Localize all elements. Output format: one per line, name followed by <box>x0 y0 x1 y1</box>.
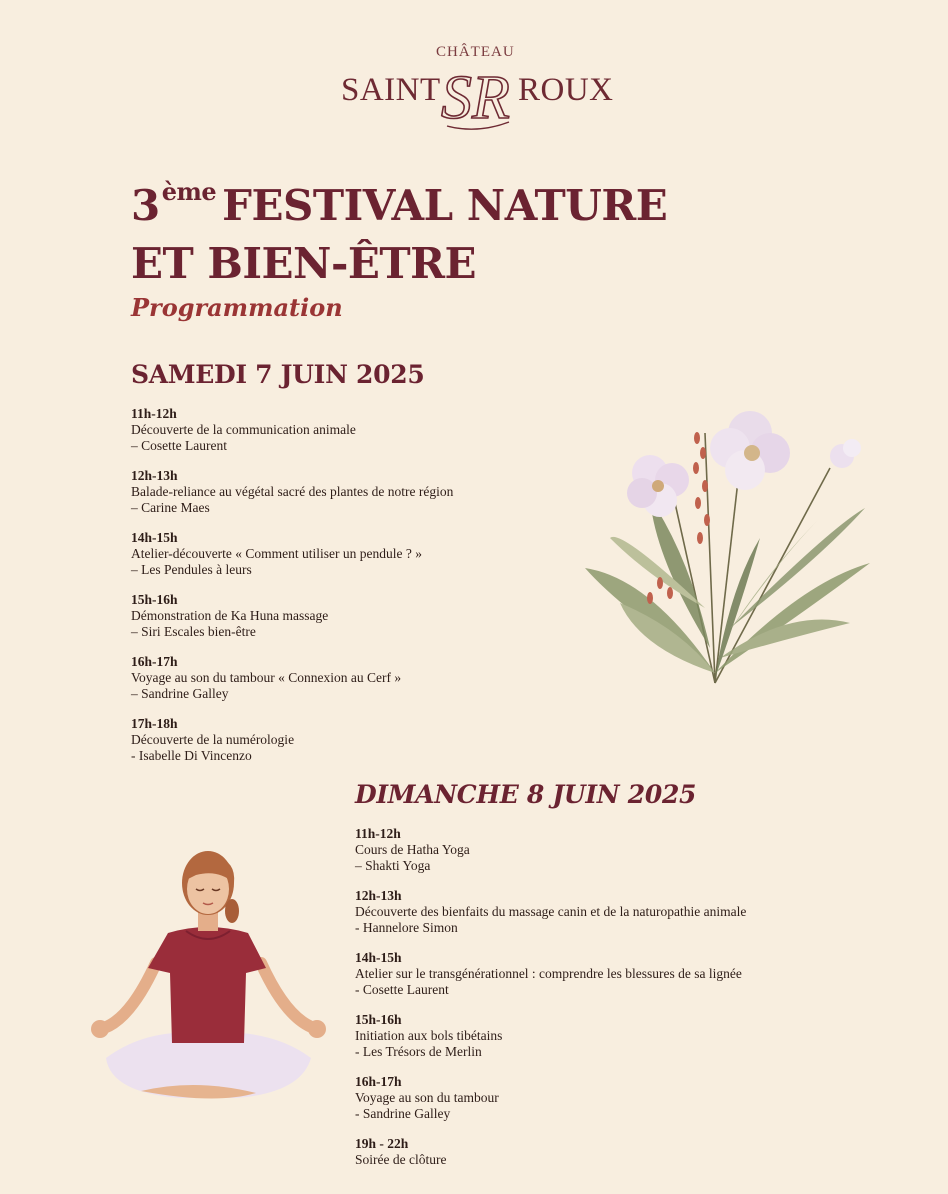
schedule-item <box>355 1136 746 1194</box>
event-time: 17h-18h <box>131 716 178 731</box>
schedule-item <box>131 530 453 592</box>
title-ordinal: ème <box>161 177 217 206</box>
schedule-item <box>131 468 453 530</box>
event-description: Initiation aux bols tibétains <box>355 1028 503 1043</box>
page-title <box>131 163 771 293</box>
schedule-item <box>355 888 746 950</box>
event-description: Balade-reliance au végétal sacré des plantes de notre région <box>131 484 454 499</box>
event-host: – Les Pendules à leurs <box>131 562 252 577</box>
event-host: – Cosette Laurent <box>131 438 227 453</box>
event-time: 14h-15h <box>355 950 402 965</box>
event-description: Découverte des bienfaits du massage canin et de la naturopathie animale <box>355 904 747 919</box>
event-time: 15h-16h <box>131 592 178 607</box>
logo-chateau: CHÂTEAU <box>436 44 515 60</box>
event-description: Découverte de la numérologie <box>131 732 295 747</box>
event-host: – Carine Maes <box>131 500 210 515</box>
day1-schedule <box>131 406 453 778</box>
meditating-woman-icon <box>86 843 331 1108</box>
day2-schedule <box>355 826 746 1194</box>
event-description: Cours de Hatha Yoga <box>355 842 470 857</box>
event-description: Atelier sur le transgénérationnel : comprendre les blessures de sa lignée <box>355 966 742 981</box>
event-description: Soirée de clôture <box>355 1152 447 1167</box>
event-host: – Siri Escales bien-être <box>131 624 256 639</box>
monogram-text: SR <box>441 64 510 132</box>
title-number: 3 <box>131 181 160 230</box>
title-line1-text: FESTIVAL NATURE <box>222 181 668 230</box>
schedule-item <box>131 592 453 654</box>
event-host: - Hannelore Simon <box>355 920 458 935</box>
flower-bouquet-icon <box>580 408 880 688</box>
event-description: Voyage au son du tambour <box>355 1090 499 1105</box>
schedule-item <box>131 654 453 716</box>
schedule-item <box>131 406 453 468</box>
schedule-item <box>355 1012 746 1074</box>
schedule-item <box>131 716 453 778</box>
event-time: 16h-17h <box>355 1074 402 1089</box>
event-time: 12h-13h <box>355 888 402 903</box>
event-description: Démonstration de Ka Huna massage <box>131 608 329 623</box>
event-description: Atelier-découverte « Comment utiliser un pendule ? » <box>131 546 423 561</box>
logo-roux: ROUX <box>518 72 614 108</box>
logo-saint: SAINT <box>341 72 441 108</box>
event-description: Découverte de la communication animale <box>131 422 356 437</box>
event-host: - Sandrine Galley <box>355 1106 451 1121</box>
event-host: - Cosette Laurent <box>355 982 449 997</box>
event-time: 12h-13h <box>131 468 178 483</box>
event-description: Voyage au son du tambour « Connexion au Cerf » <box>131 670 402 685</box>
event-time: 14h-15h <box>131 530 178 545</box>
event-host: - Les Trésors de Merlin <box>355 1044 482 1059</box>
title-line-2: ET BIEN-ÊTRE <box>131 239 477 288</box>
event-time: 15h-16h <box>355 1012 402 1027</box>
schedule-item <box>355 826 746 888</box>
event-time: 16h-17h <box>131 654 178 669</box>
sr-monogram-icon <box>437 60 515 135</box>
event-time: 11h-12h <box>355 826 401 841</box>
schedule-item <box>355 1074 746 1136</box>
event-time: 19h - 22h <box>355 1136 409 1151</box>
event-host: - Isabelle Di Vincenzo <box>131 748 252 763</box>
event-host: – Sandrine Galley <box>131 686 229 701</box>
chateau-logo <box>0 42 948 137</box>
subtitle: Programmation <box>131 293 343 322</box>
event-time: 11h-12h <box>131 406 177 421</box>
day2-title: DIMANCHE 8 JUIN 2025 <box>355 780 697 809</box>
day1-title: SAMEDI 7 JUIN 2025 <box>131 360 425 389</box>
event-host: – Shakti Yoga <box>355 858 431 873</box>
title-line-1 <box>131 163 771 235</box>
schedule-item <box>355 950 746 1012</box>
